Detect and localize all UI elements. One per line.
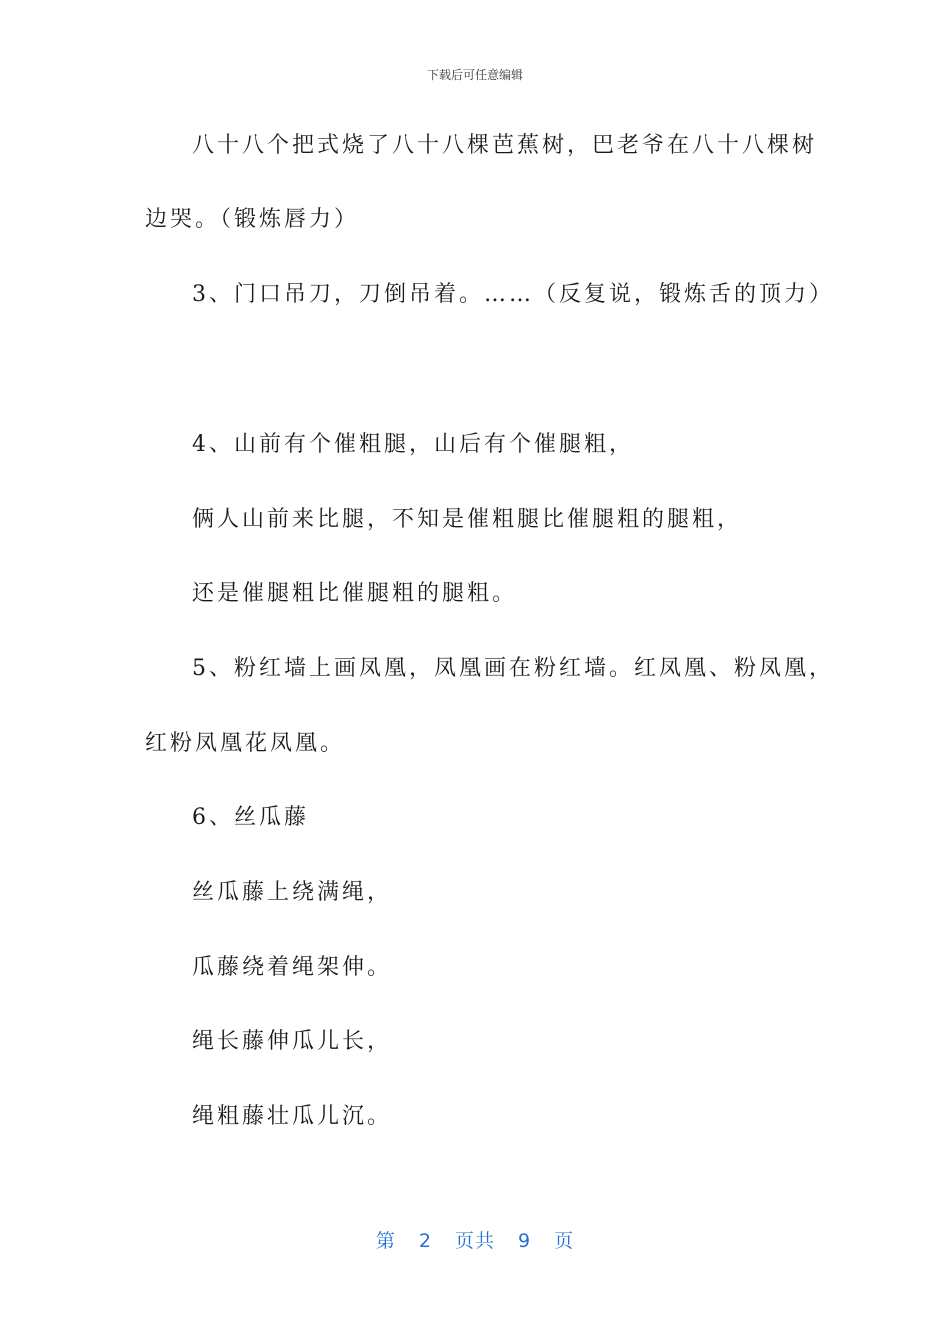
text-line-8: 红粉凤凰花凤凰。 <box>145 731 346 756</box>
text-line-3: 3、门口吊刀，刀倒吊着。……（反复说，锻炼舌的顶力） <box>192 282 834 307</box>
text-line-7: 5、粉红墙上画凤凰，凤凰画在粉红墙。红凤凰、粉凤凰， <box>192 656 834 681</box>
text-line-6: 还是催腿粗比催腿粗的腿粗。 <box>192 581 518 606</box>
text-line-9: 6、丝瓜藤 <box>192 805 309 830</box>
page-header: 下载后可任意编辑 <box>426 68 523 82</box>
page-footer: 第 2 页共 9 页 <box>375 1230 575 1252</box>
text-line-12: 绳长藤伸瓜儿长， <box>192 1029 393 1054</box>
text-line-1: 八十八个把式烧了八十八棵芭蕉树，巴老爷在八十八棵树 <box>192 133 818 158</box>
text-line-10: 丝瓜藤上绕满绳， <box>192 880 393 905</box>
text-line-2: 边哭。（锻炼唇力） <box>145 207 360 232</box>
text-line-4: 4、山前有个催粗腿，山后有个催腿粗， <box>192 432 634 457</box>
text-line-5: 俩人山前来比腿，不知是催粗腿比催腿粗的腿粗， <box>192 507 743 532</box>
text-line-11: 瓜藤绕着绳架伸。 <box>192 955 393 980</box>
text-line-13: 绳粗藤壮瓜儿沉。 <box>192 1104 393 1129</box>
